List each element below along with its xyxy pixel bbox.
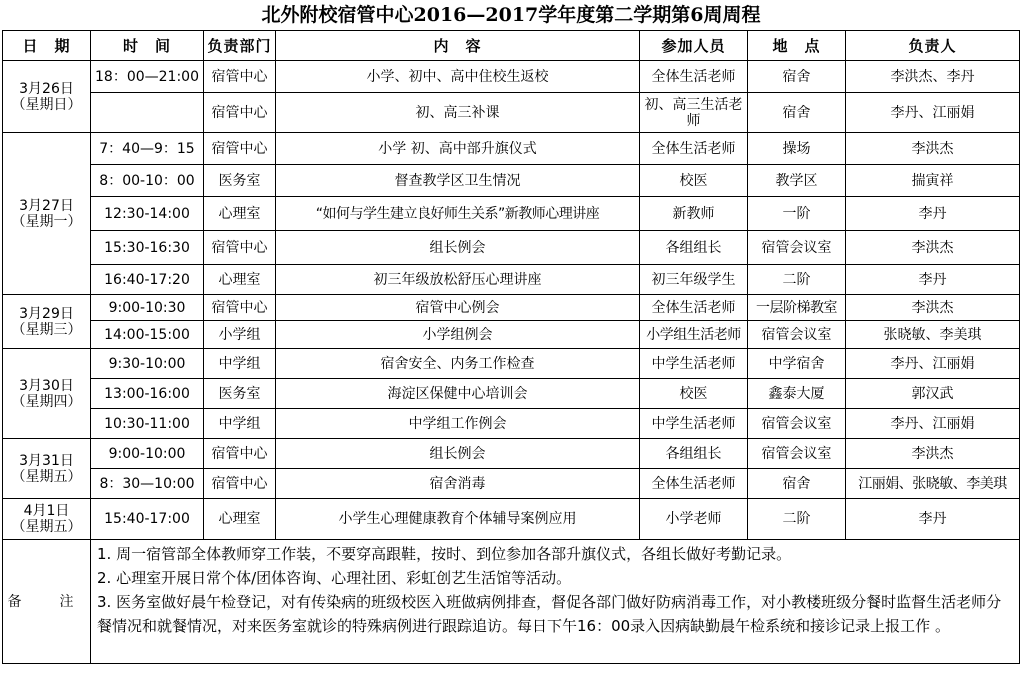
location-cell: 宿舍 <box>748 469 846 499</box>
table-row <box>3 93 1020 133</box>
date-label: 3月27日 <box>19 197 74 214</box>
owner-cell: 揣寅祥 <box>846 165 1020 197</box>
table-row <box>3 265 1020 295</box>
location-cell: 二阶 <box>748 265 846 295</box>
content-cell: 海淀区保健中心培训会 <box>276 379 640 409</box>
participants-cell: 初、高三生活老师 <box>640 93 748 133</box>
owner-cell: 李洪杰 <box>846 231 1020 265</box>
owner-cell: 张晓敏、李美琪 <box>846 321 1020 349</box>
location-cell: 宿管会议室 <box>748 231 846 265</box>
owner-cell: 李洪杰 <box>846 439 1020 469</box>
date-cell <box>3 61 91 133</box>
content-cell: 宿舍消毒 <box>276 469 640 499</box>
dept-cell: 宿管中心 <box>204 439 276 469</box>
participants-cell: 各组组长 <box>640 231 748 265</box>
content-cell: 宿管中心例会 <box>276 295 640 321</box>
participants-cell: 中学生活老师 <box>640 409 748 439</box>
time-cell: 10:30-11:00 <box>91 409 204 439</box>
date-cell <box>3 439 91 499</box>
owner-cell: 江丽娟、张晓敏、李美琪 <box>846 469 1020 499</box>
participants-cell: 全体生活老师 <box>640 295 748 321</box>
owner-cell: 郭汉武 <box>846 379 1020 409</box>
time-cell: 15:40-17:00 <box>91 499 204 540</box>
owner-cell: 李丹、江丽娟 <box>846 409 1020 439</box>
time-cell: 16:40-17:20 <box>91 265 204 295</box>
content-cell: 初三年级放松舒压心理讲座 <box>276 265 640 295</box>
location-cell: 中学宿舍 <box>748 349 846 379</box>
time-cell: 12:30-14:00 <box>91 197 204 231</box>
owner-cell: 李洪杰 <box>846 133 1020 165</box>
table-row <box>3 133 1020 165</box>
time-cell: 9:00-10:00 <box>91 439 204 469</box>
weekday-label: （星期一） <box>11 213 82 230</box>
location-cell: 教学区 <box>748 165 846 197</box>
location-cell: 一层阶梯教室 <box>748 295 846 321</box>
table-row <box>3 321 1020 349</box>
dept-cell: 医务室 <box>204 165 276 197</box>
dept-cell: 小学组 <box>204 321 276 349</box>
table-row <box>3 295 1020 321</box>
participants-cell: 全体生活老师 <box>640 61 748 93</box>
note-item: 3. 医务室做好晨午检登记，对有传染病的班级校医入班做病例排查，督促各部门做好防病消毒工作，对小教楼班级分餐时监督生活老师分餐情况和就餐情况，对来医务室就诊的特殊病例进行跟踪追访。每日下午16：00录入因病缺勤晨午检系统和接诊记录上报工作 。 <box>97 593 1002 635</box>
participants-cell: 校医 <box>640 379 748 409</box>
schedule-table <box>2 30 1020 664</box>
content-cell: 小学组例会 <box>276 321 640 349</box>
dept-cell: 医务室 <box>204 379 276 409</box>
time-cell: 14:00-15:00 <box>91 321 204 349</box>
location-cell: 二阶 <box>748 499 846 540</box>
participants-cell: 中学生活老师 <box>640 349 748 379</box>
table-row <box>3 469 1020 499</box>
participants-cell: 全体生活老师 <box>640 469 748 499</box>
date-cell <box>3 499 91 540</box>
weekday-label: （星期五） <box>11 468 82 485</box>
participants-cell: 全体生活老师 <box>640 133 748 165</box>
location-cell: 宿管会议室 <box>748 409 846 439</box>
table-row <box>3 197 1020 231</box>
date-cell <box>3 133 91 295</box>
location-cell: 宿管会议室 <box>748 439 846 469</box>
dept-cell: 心理室 <box>204 499 276 540</box>
time-cell: 13:00-16:00 <box>91 379 204 409</box>
header-date: 日 期 <box>3 31 91 61</box>
table-row <box>3 349 1020 379</box>
date-cell <box>3 349 91 439</box>
weekday-label: （星期三） <box>11 321 82 338</box>
content-cell: 中学组工作例会 <box>276 409 640 439</box>
weekday-label: （星期五） <box>11 519 82 535</box>
note-item: 2. 心理室开展日常个体/团体咨询、心理社团、彩虹创艺生活馆等活动。 <box>97 569 572 587</box>
owner-cell: 李丹 <box>846 265 1020 295</box>
header-participants: 参加人员 <box>640 31 748 61</box>
sheet-title: 北外附校宿管中心2016—2017学年度第二学期第6周周程 <box>261 4 761 26</box>
header-time: 时 间 <box>91 31 204 61</box>
table-row <box>3 231 1020 265</box>
weekday-label: （星期四） <box>11 393 82 410</box>
dept-cell: 心理室 <box>204 265 276 295</box>
time-cell: 18：00—21:00 <box>91 61 204 93</box>
participants-cell: 小学老师 <box>640 499 748 540</box>
participants-cell: 小学组生活老师 <box>640 321 748 349</box>
location-cell: 鑫泰大厦 <box>748 379 846 409</box>
content-cell: 宿舍安全、内务工作检查 <box>276 349 640 379</box>
content-cell: 小学、初中、高中住校生返校 <box>276 61 640 93</box>
dept-cell: 中学组 <box>204 349 276 379</box>
content-cell: “如何与学生建立良好师生关系”新教师心理讲座 <box>276 197 640 231</box>
time-cell: 9:30-10:00 <box>91 349 204 379</box>
notes-row <box>3 540 1020 664</box>
location-cell: 宿舍 <box>748 61 846 93</box>
table-row <box>3 409 1020 439</box>
date-cell <box>3 295 91 349</box>
content-cell: 组长例会 <box>276 439 640 469</box>
dept-cell: 中学组 <box>204 409 276 439</box>
participants-cell: 校医 <box>640 165 748 197</box>
date-label: 3月26日 <box>19 80 74 97</box>
owner-cell: 李洪杰、李丹 <box>846 61 1020 93</box>
table-row <box>3 439 1020 469</box>
time-cell: 7：40—9：15 <box>91 133 204 165</box>
date-label: 3月31日 <box>19 452 74 469</box>
header-content: 内 容 <box>276 31 640 61</box>
table-row <box>3 61 1020 93</box>
participants-cell: 初三年级学生 <box>640 265 748 295</box>
table-row <box>3 379 1020 409</box>
time-cell: 9:00-10:30 <box>91 295 204 321</box>
notes-cell <box>91 540 1020 664</box>
participants-cell: 各组组长 <box>640 439 748 469</box>
owner-cell: 李丹 <box>846 197 1020 231</box>
participants-cell: 新教师 <box>640 197 748 231</box>
location-cell: 宿舍 <box>748 93 846 133</box>
content-cell: 初、高三补课 <box>276 93 640 133</box>
dept-cell: 宿管中心 <box>204 231 276 265</box>
owner-cell: 李丹、江丽娟 <box>846 349 1020 379</box>
location-cell: 操场 <box>748 133 846 165</box>
dept-cell: 宿管中心 <box>204 469 276 499</box>
schedule-body <box>3 31 1020 664</box>
owner-cell: 李丹、江丽娟 <box>846 93 1020 133</box>
location-cell: 宿管会议室 <box>748 321 846 349</box>
table-row <box>3 165 1020 197</box>
notes-label: 备 注 <box>3 540 91 664</box>
table-row <box>3 499 1020 540</box>
dept-cell: 宿管中心 <box>204 93 276 133</box>
owner-cell: 李洪杰 <box>846 295 1020 321</box>
time-cell: 8：30—10:00 <box>91 469 204 499</box>
content-cell: 组长例会 <box>276 231 640 265</box>
weekday-label: （星期日） <box>11 96 82 113</box>
content-cell: 小学 初、高中部升旗仪式 <box>276 133 640 165</box>
date-label: 4月1日 <box>23 503 70 519</box>
content-cell: 督查教学区卫生情况 <box>276 165 640 197</box>
date-label: 3月30日 <box>19 377 74 394</box>
time-cell: 8：00-10：00 <box>91 165 204 197</box>
dept-cell: 心理室 <box>204 197 276 231</box>
dept-cell: 宿管中心 <box>204 295 276 321</box>
dept-cell: 宿管中心 <box>204 61 276 93</box>
owner-cell: 李丹 <box>846 499 1020 540</box>
time-cell: 15:30-16:30 <box>91 231 204 265</box>
date-label: 3月29日 <box>19 305 74 322</box>
time-cell <box>91 93 204 133</box>
note-item: 1. 周一宿管部全体教师穿工作装，不要穿高跟鞋，按时、到位参加各部升旗仪式，各组长做好考勤记录。 <box>97 545 792 563</box>
header-owner: 负责人 <box>846 31 1020 61</box>
header-location: 地 点 <box>748 31 846 61</box>
content-cell: 小学生心理健康教育个体辅导案例应用 <box>276 499 640 540</box>
dept-cell: 宿管中心 <box>204 133 276 165</box>
header-dept: 负责部门 <box>204 31 276 61</box>
header-row <box>3 31 1020 61</box>
location-cell: 一阶 <box>748 197 846 231</box>
